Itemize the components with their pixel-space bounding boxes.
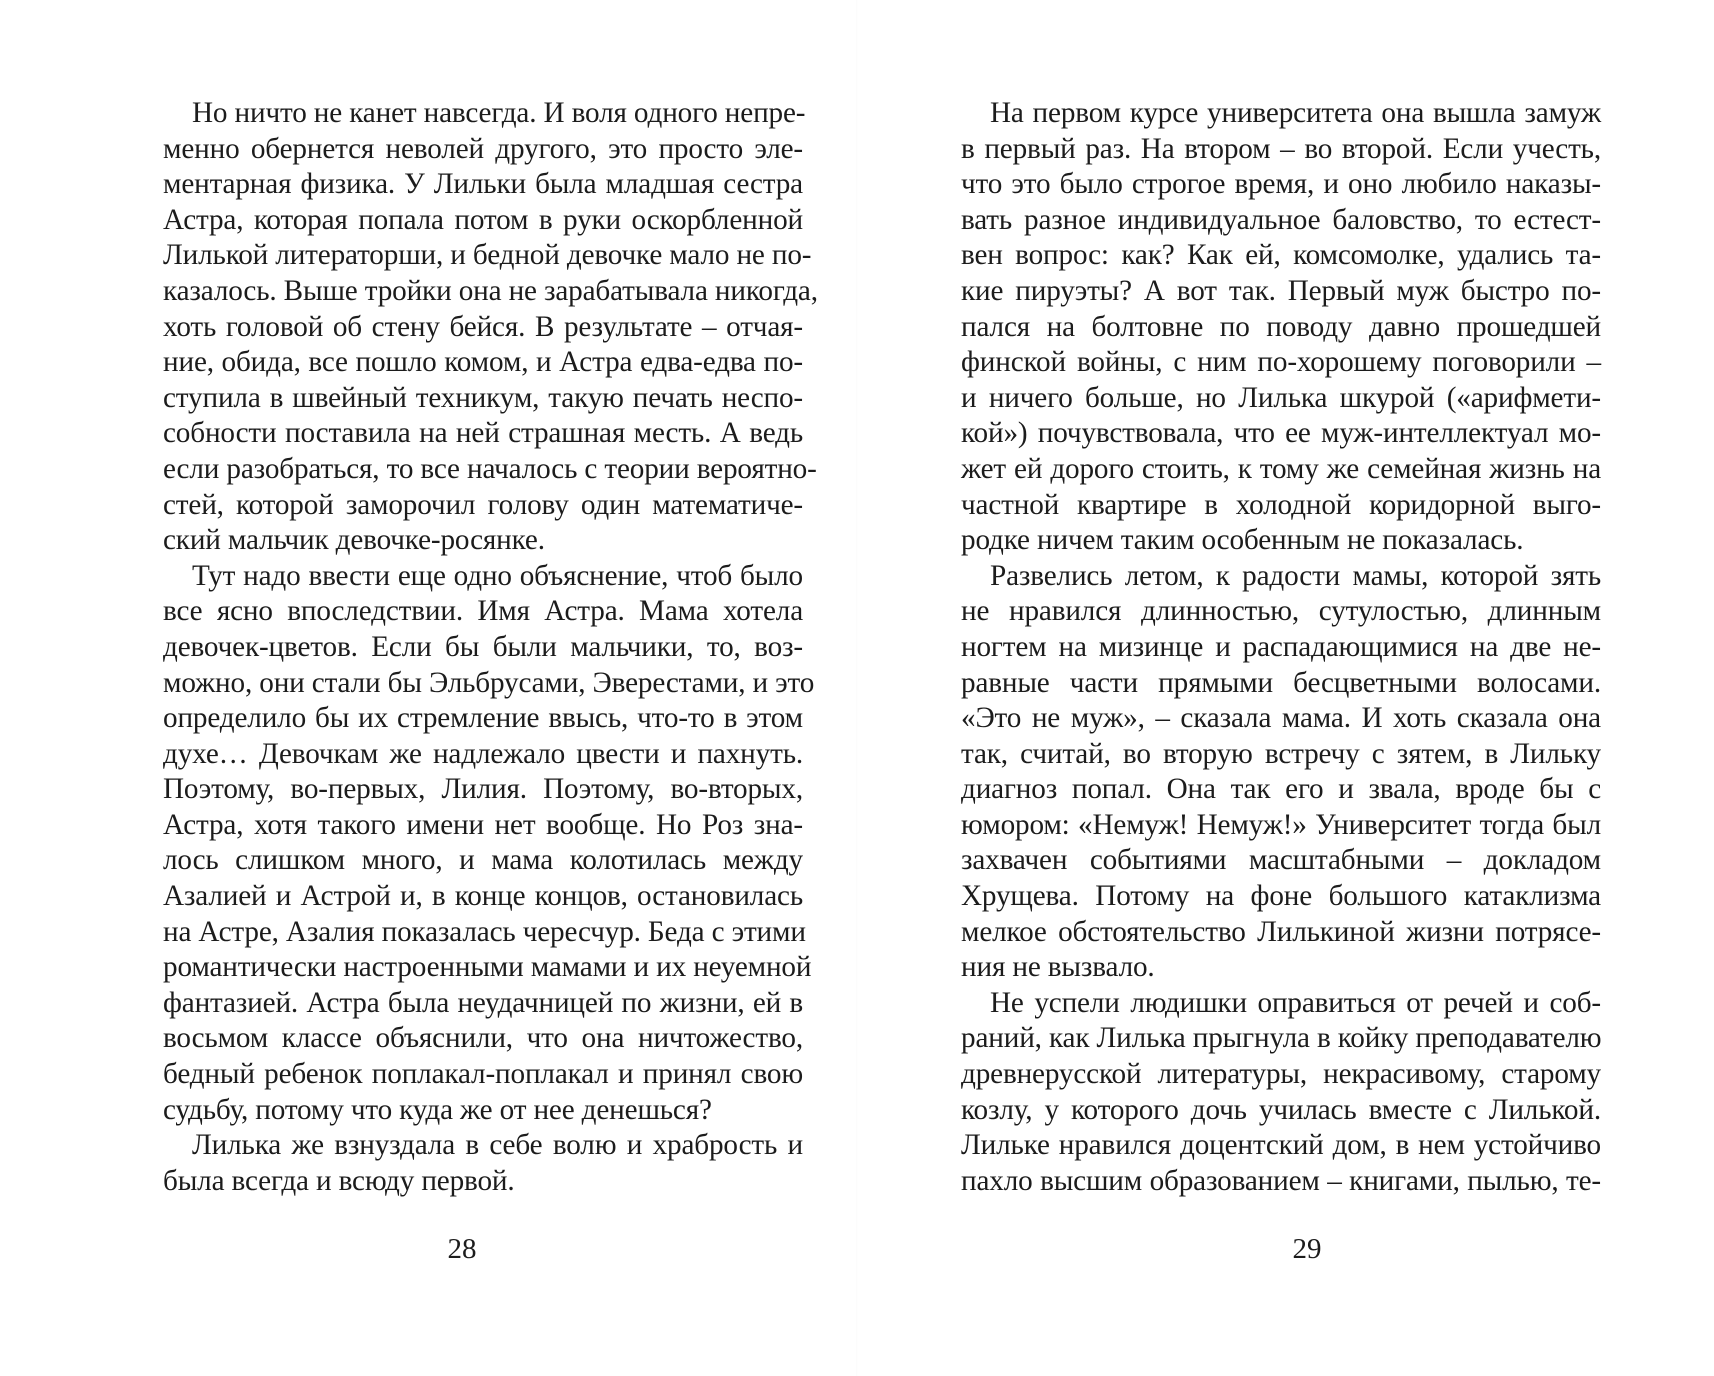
left-page-text [163,96,818,1199]
text-line: ступила в швейный техникум, такую печать неспо- [163,381,803,414]
text-line: ментарная физика. У Лильки была младшая сестра [163,168,803,201]
text-line: ния не вызвало. [961,951,1155,984]
text-line: пахло высшим образованием – книгами, пылью, те- [961,1164,1601,1197]
text-line: Но ничто не канет навсегда. И воля одного непре- [192,97,806,129]
text-line: ский мальчик девочке-росянке. [163,524,545,557]
text-line: не нравился длинностью, сутулостью, длинным [961,595,1601,628]
text-line: «Это не муж», – сказала мама. И хоть сказала она [961,702,1601,735]
text-line: Лилька же взнуздала в себе волю и храбрость и [192,1129,803,1162]
text-line: финской войны, с ним по-хорошему поговорили – [961,346,1601,379]
text-line: восьмом классе объяснили, что она ничтожество, [163,1022,803,1055]
text-line: духе… Девочкам же надлежало цвести и пахнуть. [163,737,803,770]
text-line: Лилькой литераторши, и бедной девочке мало не по- [163,239,812,272]
text-line: казалось. Выше тройки она не зарабатывала никогда, [163,274,818,307]
text-line: стей, которой заморочил голову один математиче- [163,488,803,521]
text-line: вен вопрос: как? Как ей, комсомолке, удались та- [961,239,1601,272]
text-line: родке ничем таким особенным не показалась. [961,524,1524,557]
text-line: древнерусской литературы, некрасивому, старому [961,1058,1601,1091]
text-line: хоть головой об стену бейся. В результате – отчая- [163,310,803,343]
right-page [857,0,1714,1376]
text-line: лось слишком много, и мама колотилась между [163,844,803,877]
text-line: равные части прямыми бесцветными волосами. [961,666,1601,699]
text-line: На первом курсе университета она вышла замуж [990,97,1601,129]
text-line: что это было строгое время, и оно любило наказы- [961,168,1601,201]
text-line: романтически настроенными мамами и их неуемной [163,951,812,984]
right-page-text [961,96,1601,1199]
text-line: Азалией и Астрой и, в конце концов, остановилась [163,880,803,913]
text-line: Хрущева. Потому на фоне большого катаклизма [961,880,1601,913]
text-line: жет ей дорого стоить, к тому же семейная жизнь на [961,452,1601,485]
text-line: можно, они стали бы Эльбрусами, Эверестами, и это [163,666,815,699]
text-line: юмором: «Немуж! Немуж!» Университет тогда был [961,808,1601,841]
text-line: ногтем на мизинце и распадающимися на две не- [961,630,1601,663]
text-line: пался на болтовне по поводу давно прошедшей [961,310,1601,343]
text-line: Астра, которая попала потом в руки оскорбленной [163,203,803,236]
text-line: кие пируэты? А вот так. Первый муж быстро по- [961,274,1601,307]
text-line: девочек-цветов. Если бы были мальчики, то, воз- [163,630,803,663]
text-line: частной квартире в холодной коридорной выго- [961,488,1601,521]
text-line: собности поставила на ней страшная месть. А ведь [163,417,803,450]
page-number: 29 [1292,1233,1322,1265]
text-line: если разобраться, то все началось с теории вероятно- [163,452,817,485]
text-line: так, считай, во вторую встречу с зятем, в Лильку [961,737,1601,770]
text-line: Не успели людишки оправиться от речей и соб- [990,986,1601,1019]
text-line: Тут надо ввести еще одно объяснение, чтоб было [192,559,803,592]
text-line: Развелись летом, к радости мамы, которой зять [990,559,1601,592]
text-line: диагноз попал. Она так его и звала, вроде бы с [961,773,1601,806]
text-line: кой») почувствовала, что ее муж-интеллектуал мо- [961,417,1601,450]
text-line: фантазией. Астра была неудачницей по жизни, ей в [163,986,803,1019]
text-line: на Астре, Азалия показалась чересчур. Беда с этими [163,915,806,948]
text-line: Астра, хотя такого имени нет вообще. Но Роз зна- [163,808,803,841]
text-line: и ничего больше, но Лилька шкурой («арифмети- [961,381,1601,414]
text-line: мелкое обстоятельство Лилькиной жизни потрясе- [961,915,1601,948]
text-line: в первый раз. На втором – во второй. Если учесть, [961,132,1601,165]
text-line: менно обернется неволей другого, это просто эле- [163,132,803,165]
text-line: Лильке нравился доцентский дом, в нем устойчиво [961,1129,1601,1162]
text-line: Поэтому, во-первых, Лилия. Поэтому, во-вторых, [163,773,803,806]
text-line: судьбу, потому что куда же от нее денешься? [163,1093,712,1126]
page-number: 28 [447,1233,477,1265]
text-line: бедный ребенок поплакал-поплакал и принял свою [163,1058,803,1091]
text-line: определило бы их стремление ввысь, что-то в этом [163,702,803,735]
text-line: все ясно впоследствии. Имя Астра. Мама хотела [163,595,803,628]
text-line: вать разное индивидуальное баловство, то естест- [961,203,1601,236]
text-line: раний, как Лилька прыгнула в койку преподавателю [961,1022,1602,1055]
text-line: ние, обида, все пошло комом, и Астра едва-едва по- [163,346,803,379]
text-line: козлу, у которого дочь училась вместе с Лилькой. [961,1093,1601,1126]
text-line: была всегда и всюду первой. [163,1164,515,1197]
text-line: захвачен событиями масштабными – докладом [961,844,1601,877]
